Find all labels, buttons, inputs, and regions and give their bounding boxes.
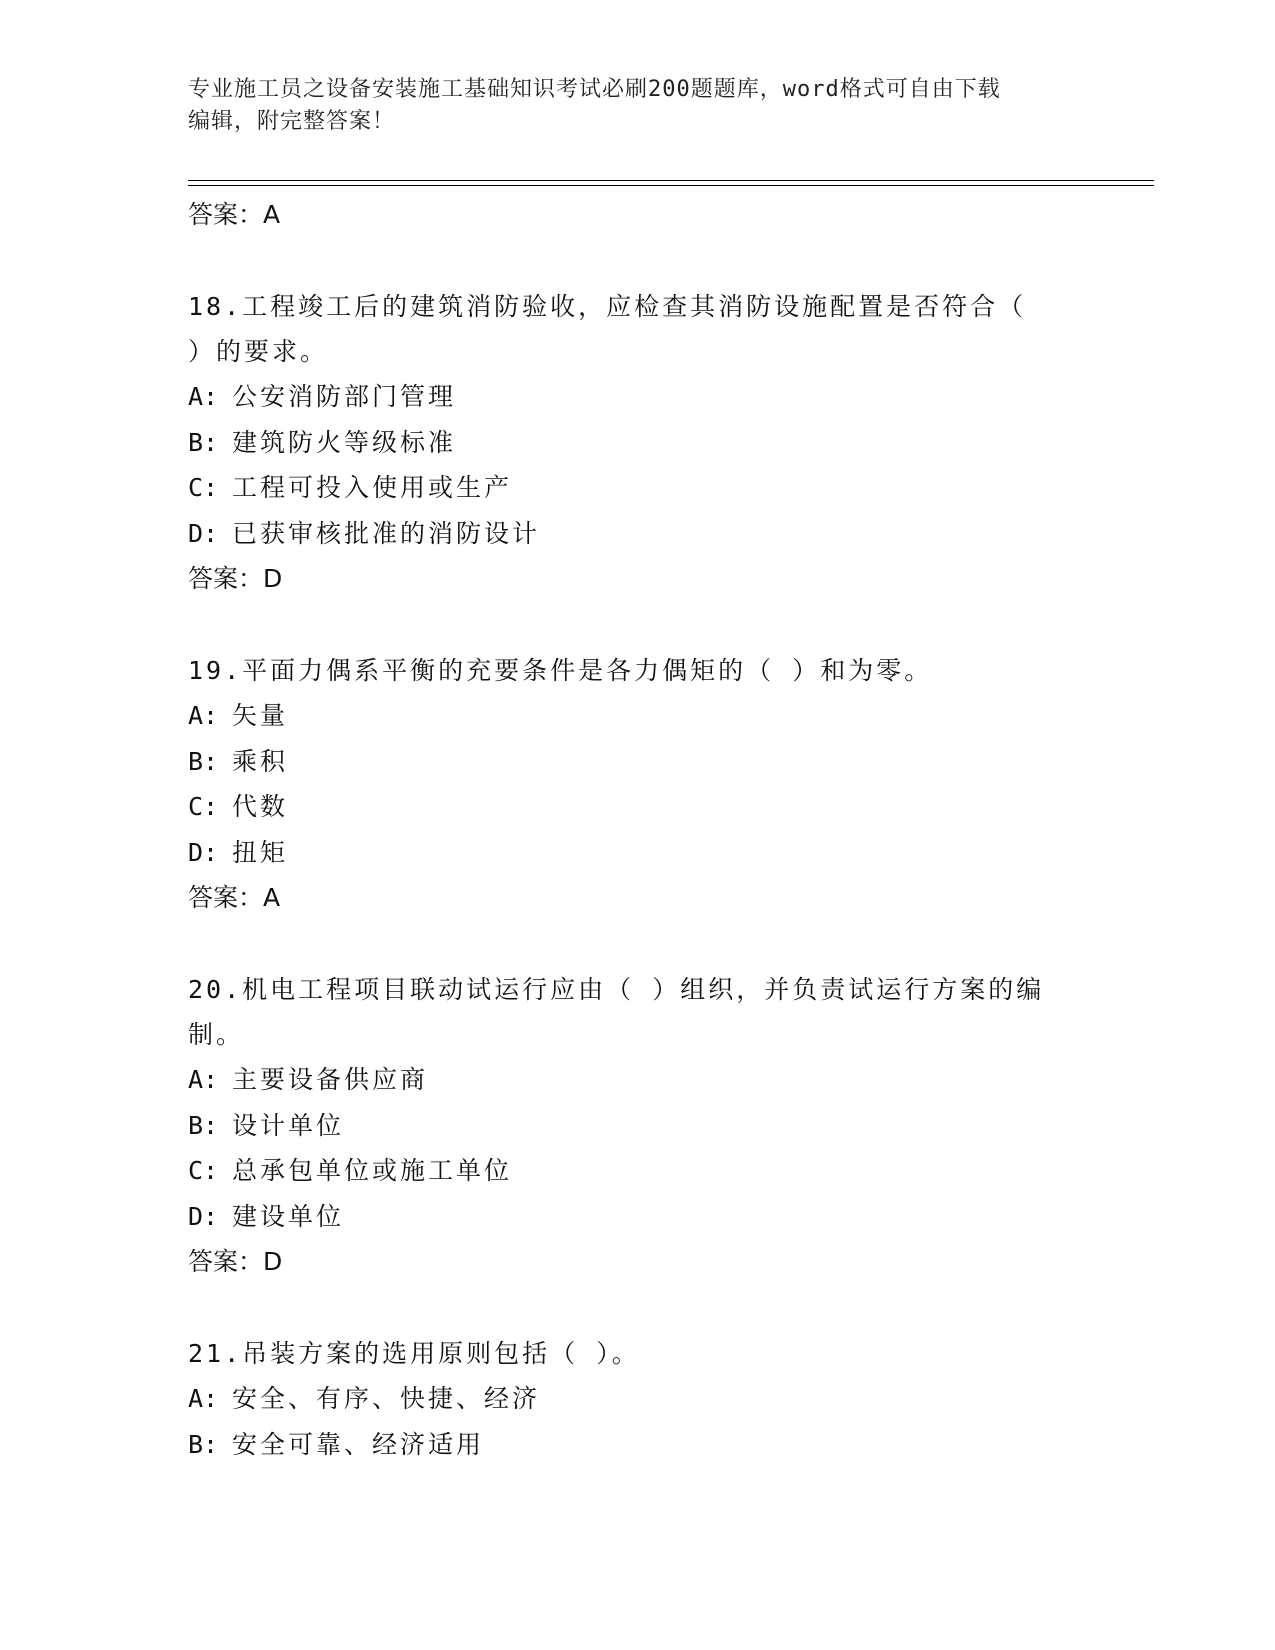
option-b	[188, 1103, 1068, 1149]
option-letter: C:	[188, 473, 219, 502]
question-19	[188, 648, 1068, 921]
option-d	[188, 1194, 1068, 1240]
question-21	[188, 1331, 1068, 1467]
option-letter: A:	[188, 701, 219, 730]
question-stem-line-1: 18.工程竣工后的建筑消防验收，应检查其消防设施配置是否符合（	[188, 292, 1027, 321]
question-stem	[188, 284, 1068, 374]
option-text: 设计单位	[232, 1110, 345, 1140]
option-b	[188, 739, 1068, 785]
answer: 答案：A	[188, 883, 281, 912]
option-text: 扭矩	[232, 837, 289, 867]
option-letter: A:	[188, 1384, 219, 1413]
header-title-line-1: 专业施工员之设备安装施工基础知识考试必刷200题题库，word格式可自由下载	[188, 77, 1001, 102]
question-stem	[188, 967, 1068, 1057]
answer: 答案：D	[188, 1247, 283, 1276]
question-stem-line-2: ）的要求。	[188, 337, 329, 366]
option-c	[188, 784, 1068, 830]
question-stem-line-1: 20.机电工程项目联动试运行应由（ ）组织，并负责试运行方案的编	[188, 975, 1045, 1004]
document-header	[188, 74, 1068, 138]
header-double-rule	[188, 180, 1154, 186]
option-a	[188, 374, 1068, 420]
option-letter: C:	[188, 792, 219, 821]
option-text: 公安消防部门管理	[232, 382, 457, 411]
option-text: 建筑防火等级标准	[232, 427, 457, 457]
option-a	[188, 693, 1068, 739]
option-text: 乘积	[232, 746, 289, 776]
option-text: 主要设备供应商	[232, 1065, 429, 1094]
option-text: 已获审核批准的消防设计	[232, 518, 541, 548]
option-d	[188, 511, 1068, 557]
option-letter: D:	[188, 518, 219, 548]
option-d	[188, 830, 1068, 876]
option-letter: D:	[188, 1201, 219, 1231]
option-a	[188, 1057, 1068, 1103]
header-title-line-2: 编辑，附完整答案！	[188, 109, 396, 134]
question-stem	[188, 648, 1068, 693]
option-c	[188, 1148, 1068, 1194]
option-text: 安全、有序、快捷、经济	[232, 1384, 541, 1413]
question-stem-line-1: 21.吊装方案的选用原则包括（ ）。	[188, 1339, 640, 1368]
question-stem	[188, 1331, 1068, 1376]
question-20	[188, 967, 1068, 1285]
option-letter: A:	[188, 1065, 219, 1094]
option-text: 总承包单位或施工单位	[232, 1156, 513, 1185]
option-letter: D:	[188, 837, 219, 867]
option-text: 代数	[232, 792, 289, 821]
question-stem-line-1: 19.平面力偶系平衡的充要条件是各力偶矩的（ ）和为零。	[188, 656, 933, 685]
option-c	[188, 465, 1068, 511]
question-stem-line-2: 制。	[188, 1020, 245, 1049]
option-text: 安全可靠、经济适用	[232, 1429, 485, 1459]
answer: 答案：D	[188, 564, 283, 593]
option-letter: B:	[188, 427, 219, 457]
option-letter: A:	[188, 382, 219, 411]
option-text: 建设单位	[232, 1201, 345, 1231]
option-letter: B:	[188, 746, 219, 776]
option-b	[188, 420, 1068, 466]
question-18	[188, 284, 1068, 602]
option-letter: B:	[188, 1110, 219, 1140]
option-b	[188, 1422, 1068, 1468]
previous-answer: 答案：A	[188, 200, 281, 229]
option-a	[188, 1376, 1068, 1422]
option-letter: C:	[188, 1156, 219, 1185]
question-list	[188, 192, 1068, 1513]
option-text: 矢量	[232, 701, 289, 730]
option-letter: B:	[188, 1429, 219, 1459]
option-text: 工程可投入使用或生产	[232, 473, 513, 502]
